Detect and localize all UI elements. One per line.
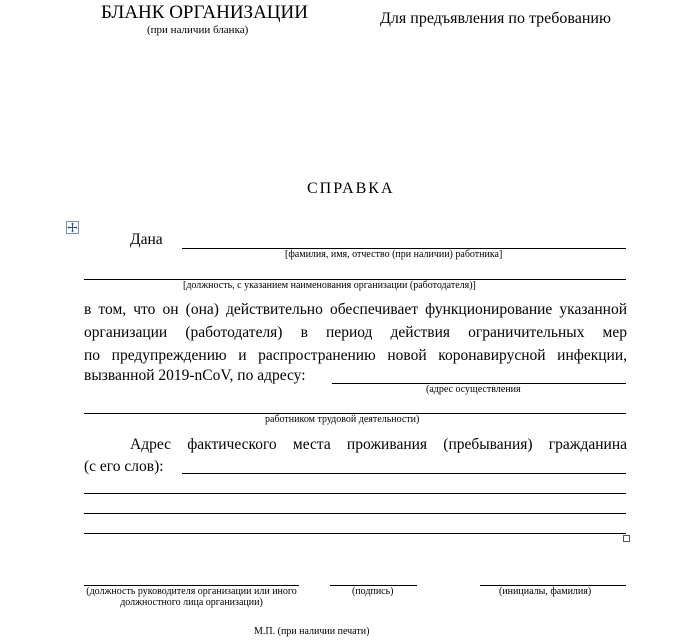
residence-line-1: Адрес фактического места проживания (пребывания) гражданина [130,436,627,453]
stamp-note: М.П. (при наличии печати) [254,626,370,637]
residence-line-2: (с его слов): [84,458,164,475]
address-caption-1: (адрес осуществления [426,384,521,395]
document-title: СПРАВКА [307,180,395,197]
signature-position-caption: (должность руководителя организации или иного должностного лица организации) [86,586,297,608]
residence-field-line-2 [84,493,626,494]
org-blank-title: БЛАНК ОРГАНИЗАЦИИ [101,2,308,23]
name-caption: [фамилия, имя, отчество (при наличии) работника] [285,249,503,260]
presentation-note: Для предъявления по требованию [380,10,611,27]
initials-caption: (инициалы, фамилия) [499,586,592,597]
residence-field-line-4 [84,533,626,534]
body-line-3: по предупреждению и распространению новой коронавирусной инфекции, [84,347,627,364]
residence-field-line-3 [84,513,626,514]
address-caption-2: работником трудовой деятельности) [265,414,420,425]
table-resize-handle-icon[interactable] [623,535,630,542]
residence-field-line-1 [182,473,626,474]
body-line-2: организации (работодателя) в период действия ограничительных мер [84,324,627,341]
signature-caption: (подпись) [352,586,394,597]
body-line-1: в том, что он (она) действительно обеспечивает функционирование указанной [84,301,627,318]
issued-to-label: Дана [130,231,163,248]
body-line-4: вызванной 2019-nCoV, по адресу: [84,367,306,384]
table-move-handle-icon[interactable] [66,221,79,234]
org-blank-note: (при наличии бланка) [147,24,249,36]
position-caption: [должность, с указанием наименования организации (работодателя)] [183,280,476,291]
